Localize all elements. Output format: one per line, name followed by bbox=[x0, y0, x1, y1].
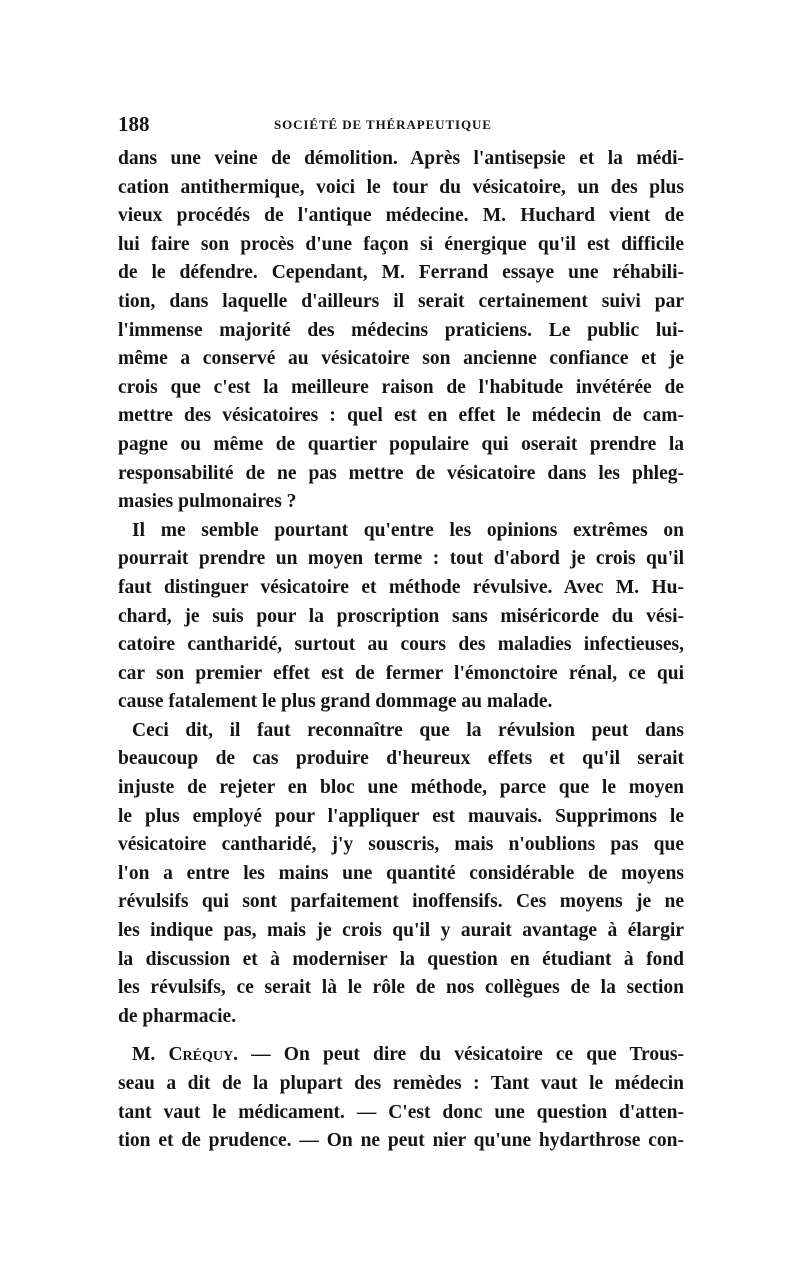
speaker-name: M. Créquy. bbox=[132, 1044, 238, 1066]
text-line: beaucoup de cas produire d'heureux effets et qu'il serait bbox=[118, 748, 684, 770]
text-line: l'on a entre les mains une quantité considérable de moyens bbox=[118, 862, 684, 884]
text-line: seau a dit de la plupart des remèdes : Tant vaut le médecin bbox=[118, 1073, 684, 1094]
text-line: cause fatalement le plus grand dommage au malade. bbox=[118, 691, 553, 713]
text-line: injuste de rejeter en bloc une méthode, parce que le moyen bbox=[118, 777, 684, 799]
text-line: tion et de prudence. — On ne peut nier qu'une hydarthrose con- bbox=[118, 1130, 684, 1152]
body-text bbox=[118, 145, 684, 1156]
text-line: dans une veine de démolition. Après l'antisepsie et la médi- bbox=[118, 148, 684, 169]
paragraph-4 bbox=[118, 1041, 684, 1155]
text-line: cation antithermique, voici le tour du vésicatoire, un des plus bbox=[118, 176, 684, 198]
text-line: l'immense majorité des médecins praticiens. Le public lui- bbox=[118, 319, 684, 341]
text-line: lui faire son procès d'une façon si énergique qu'il est difficile bbox=[118, 233, 684, 255]
text-line: tant vaut le médicament. — C'est donc une question d'atten- bbox=[118, 1101, 684, 1123]
paragraph-1 bbox=[118, 145, 684, 517]
paragraph-3 bbox=[118, 717, 684, 1032]
text-line: catoire cantharidé, surtout au cours des maladies infectieuses, bbox=[118, 634, 684, 656]
text-line: responsabilité de ne pas mettre de vésicatoire dans les phleg- bbox=[118, 462, 684, 484]
text-line bbox=[118, 1041, 684, 1070]
text-line: Il me semble pourtant qu'entre les opinions extrêmes on bbox=[132, 519, 684, 541]
text-line: la discussion et à moderniser la question en étudiant à fond bbox=[118, 948, 684, 970]
paragraph-2 bbox=[118, 517, 684, 717]
text-line: crois que c'est la meilleure raison de l'habitude invétérée de bbox=[118, 376, 684, 398]
running-title: SOCIÉTÉ DE THÉRAPEUTIQUE bbox=[274, 117, 492, 132]
text-line: tion, dans laquelle d'ailleurs il serait certainement suivi par bbox=[118, 290, 684, 312]
text-line: masies pulmonaires ? bbox=[118, 491, 297, 513]
text-line: faut distinguer vésicatoire et méthode révulsive. Avec M. Hu- bbox=[118, 576, 684, 598]
text-line: de le défendre. Cependant, M. Ferrand essaye une réhabili- bbox=[118, 262, 684, 284]
text-line: mettre des vésicatoires : quel est en effet le médecin de cam- bbox=[118, 405, 684, 427]
text-line: le plus employé pour l'appliquer est mauvais. Supprimons le bbox=[118, 805, 684, 827]
page-number: 188 bbox=[118, 112, 150, 136]
running-head bbox=[118, 112, 684, 138]
text-line: les révulsifs, ce serait là le rôle de nos collègues de la section bbox=[118, 977, 684, 999]
text-line: les indique pas, mais je crois qu'il y aurait avantage à élargir bbox=[118, 920, 684, 942]
text-line: même a conservé au vésicatoire son ancienne confiance et je bbox=[118, 348, 684, 370]
text-line: Ceci dit, il faut reconnaître que la révulsion peut dans bbox=[132, 719, 684, 741]
paragraph-gap bbox=[118, 1031, 684, 1041]
text-line: vésicatoire cantharidé, j'y souscris, mais n'oublions pas que bbox=[118, 834, 684, 856]
text-line: de pharmacie. bbox=[118, 1005, 237, 1027]
speaker-text: — On peut dire du vésicatoire ce que Trous- bbox=[237, 1044, 684, 1066]
text-line: pagne ou même de quartier populaire qui oserait prendre la bbox=[118, 433, 684, 455]
text-line: chard, je suis pour la proscription sans miséricorde du vési- bbox=[118, 605, 684, 627]
text-line: pourrait prendre un moyen terme : tout d'abord je crois qu'il bbox=[118, 548, 684, 570]
text-line: vieux procédés de l'antique médecine. M. Huchard vient de bbox=[118, 205, 684, 227]
text-line: car son premier effet est de fermer l'émonctoire rénal, ce qui bbox=[118, 662, 684, 684]
text-line: révulsifs qui sont parfaitement inoffensifs. Ces moyens je ne bbox=[118, 891, 684, 913]
